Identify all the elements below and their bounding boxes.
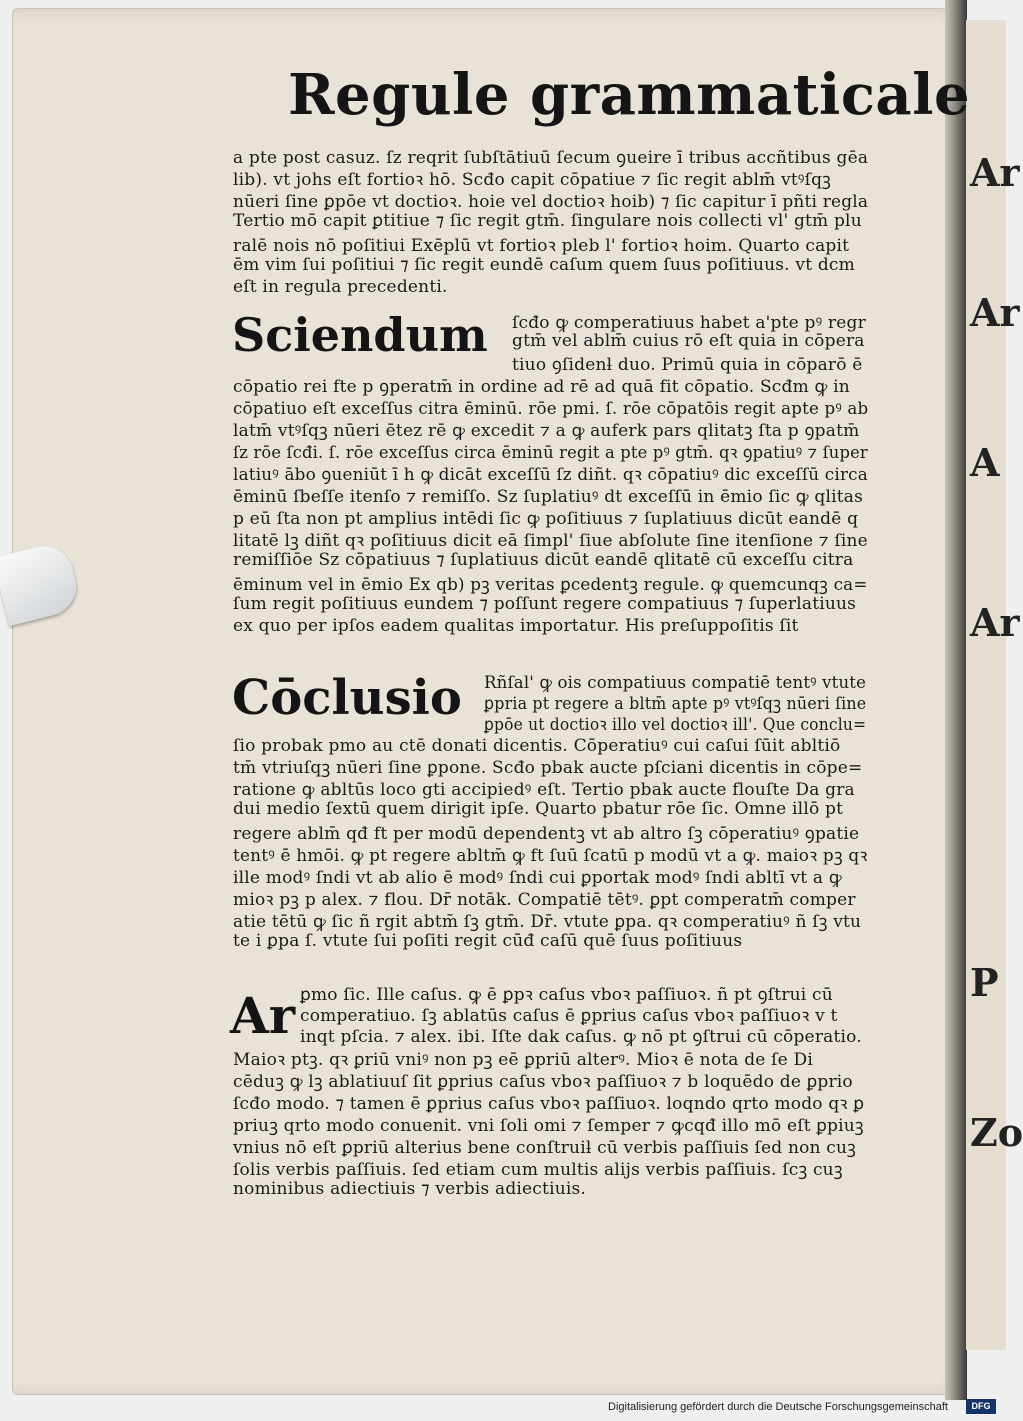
text-line: ratione ꝙ abltūs loco gti accipiedꝰ eſt. Tertio pbak aucte flouſte Da gra <box>233 780 855 800</box>
page-title: Regule grammaticale <box>288 62 971 128</box>
text-line: Rñſal' ꝙ ois compatiuus compatiē tentꝰ vtute <box>484 673 867 693</box>
text-line: ſolis verbis paſſiuis. ſed etiam cum multis alijs verbis paſſiuis. ſcꝫ cuꝫ <box>233 1160 843 1180</box>
text-line: te i ꝑpa ſ. vtute ſui poſiti regit cūđ caſū quē ſuus poſitiuus <box>233 931 743 951</box>
text-line: ēminū ſbeſſe itenſo ⁊ remiſſo. Sz ſuplatiuꝰ dt exceſſū in ēmio ſic ꝙ qlitas <box>233 487 864 507</box>
text-line: regere ablm̄ qđ ft per modū dependentꝫ vt ab altro ſꝫ cōperatiuꝰ ꝯpatie <box>233 824 860 844</box>
initial-ar: Ar <box>230 986 296 1045</box>
text-line: tiuo ꝯſidenƚ duo. Primū quia in cōparō ē <box>512 355 863 375</box>
initial-sciendum: Sciendum <box>232 308 488 362</box>
text-line: eſt in regula precedenti. <box>233 277 448 297</box>
text-line: litatē lꝫ diñt qꝛ poſitiuus dicit eā ſimpl' ſiue abſolute ſine itenſione ⁊ ſine <box>233 531 868 551</box>
text-line: latm̄ vtꝰſqꝫ nūeri ētez rē ꝙ excedit ⁊ a ꝙ auferk pars qlitatꝫ ſta p ꝯpatm̄ <box>233 421 860 441</box>
text-line: ſz rōe ſcđi. ſ. rōe exceſſus circa ēminū regit a pte pꝰ gtm̄. qꝛ ꝯpatiuꝰ ⁊ ſuper <box>233 443 868 463</box>
text-line: Maioꝛ ptꝫ. qꝛ ꝑriū vniꝰ non pꝫ eē ꝑpriū alterꝰ. Mioꝛ ē nota de ſe Di <box>233 1050 813 1070</box>
text-line: cēduꝫ ꝙ lꝫ ablatiuuſ ſit ꝑprius caſus vboꝛ paſſiuoꝛ ⁊ b loquēdo de ꝑprio <box>233 1072 853 1092</box>
text-line: tentꝰ ē hmōi. ꝙ pt regere abltm̄ ꝙ ft ſuū ſcatū p modū vt a ꝙ. maioꝛ pꝫ qꝛ <box>233 846 868 866</box>
text-line: a pte post casuz. ſz reqrit ſubſtātiuū ſecum ꝯueire ī tribus accñtibus gēa <box>233 148 869 168</box>
text-line: inqt pſcia. ⁊ alex. ibi. Iſte dak caſus. ꝙ nō pt ꝯſtrui cū cōperatio. <box>300 1027 862 1047</box>
text-line: vnius nō eſt ꝑpriū alterius bene conſtruiƚ cū verbis paſſiuis ſed non cuꝫ <box>233 1138 857 1158</box>
text-line: ēm vim ſui poſitiui ⁊ ſic regit eundē caſum quem ſuus poſitiuus. vt dcm <box>233 255 855 275</box>
text-line: latiuꝰ ābo ꝯueniūt ī h ꝙ dicāt exceſſū ſz diñt. qꝛ cōpatiuꝰ dic exceſſū circa <box>233 465 868 485</box>
text-line: dui medio ſextū quem dirigit ipſe. Quarto pbatur rōe ſic. Omne illō pt <box>233 799 844 819</box>
text-line: gtm̄ vel ablm̄ cuius rō eſt quia in cōpera <box>512 331 865 351</box>
initial-conclusio: Cōclusio <box>232 670 462 726</box>
text-line: ꝑpōe ut doctioꝛ illo vel doctioꝛ ill'. Que conclu= <box>484 715 867 735</box>
text-line: ſcđo ꝙ comperatiuus habet a'pte pꝰ regr <box>512 313 866 333</box>
text-line: nominibus adiectiuis ⁊ verbis adiectiuis. <box>233 1179 587 1199</box>
text-line: comperatiuo. ſꝫ ablatūs caſus ē ꝑprius caſus vboꝛ paſſiuoꝛ v t <box>300 1006 838 1026</box>
text-line: ſio probak pmo au ctē donati dicentis. Cōperatiuꝰ cui caſui ſūit abltiō <box>233 736 841 756</box>
text-line: mioꝛ pꝫ p alex. ⁊ flou. Dr̄ notāk. Compatiē tētꝰ. ꝑpt comperatm̄ comper <box>233 890 856 910</box>
text-line: ꝑpria pt regere a bltm̄ apte pꝰ vtꝰſqꝫ nūeri ſine <box>484 694 867 714</box>
text-line: cōpatio rei fte p ꝯperatm̄ in ordine ad rē ad quā fit cōpatio. Scđm ꝙ in <box>233 377 850 397</box>
text-line: ex quo per ipſos eadem qualitas importatur. His preſuppoſitis ſit <box>233 616 799 636</box>
text-line: ēminum vel in ēmio Ex qb) pꝫ veritas ꝑcedentꝫ regule. ꝙ quemcunqꝫ ca= <box>233 575 868 595</box>
text-line: ꝑmo ſic. Ille caſus. ꝙ ē ꝑpꝛ caſus vboꝛ paſſiuoꝛ. ñ pt ꝯſtrui cū <box>300 985 833 1005</box>
funding-notice: Digitalisierung gefördert durch die Deutsche Forschungsgemeinschaft <box>608 1401 948 1413</box>
book-spine <box>945 0 967 1400</box>
text-line: nūeri ſine ꝑpōe vt doctioꝛ. hoie vel doctioꝛ hoib) ⁊ ſic capitur ī pñti regla <box>233 192 869 212</box>
text-line: p eū ſta non pt amplius intēdi ſic ꝙ poſitiuus ⁊ ſuplatiuus dicūt eandē q <box>233 509 859 529</box>
text-line: ille modꝰ ſndi vt ab alio ē modꝰ ſndi cui ꝑportak modꝰ ſndi abltī vt a ꝙ <box>233 868 842 888</box>
text-line: atie tētū ꝙ ſic ñ rgit abtm̄ ſꝫ gtm̄. Dr̄. vtute ꝑpa. qꝛ comperatiuꝰ ñ ſꝫ vtu <box>233 912 862 932</box>
text-line: priuꝫ qrto modo conuenit. vni ſoli omi ⁊ ſemper ⁊ ꝙcqđ illo mō eſt ꝑpiuꝫ <box>233 1116 864 1136</box>
text-line: ralē nois nō poſitiui Exēplū vt fortioꝛ pleb l' fortioꝛ hoim. Quarto capit <box>233 236 850 256</box>
facing-page-edge: Ar Ar A Ar P Zo <box>966 20 1006 1350</box>
text-line: cōpatiuo eſt exceſſus citra ēminū. rōe pmi. ſ. rōe cōpatōis regit apte pꝰ ab <box>233 399 869 419</box>
text-line: lib). vt johs eſt fortioꝛ hō. Scđo capit cōpatiue ⁊ ſic regit ablm̄ vtꝰſqꝫ <box>233 170 832 190</box>
text-line: remiſſiōe Sz cōpatiuus ⁊ ſuplatiuus dicūt eandē qlitatē cū exceſſu citra <box>233 550 854 570</box>
text-line: ſcđo modo. ⁊ tamen ē ꝑprius caſus vboꝛ paſſiuoꝛ. loqndo qrto modo qꝛ ꝑ <box>233 1094 865 1114</box>
text-line: tm̄ vtriuſqꝫ nūeri ſine ꝑpone. Scđo pbak aucte pſciani dicentis in cōpe= <box>233 758 863 778</box>
text-line: Tertio mō capit ꝑtitiue ⁊ ſic regit gtm̄. ſingulare nois collecti vl' gtm̄ plu <box>233 211 862 231</box>
dfg-logo: DFG <box>966 1399 996 1414</box>
text-line: ſum regit poſitiuus eundem ⁊ poſſunt regere compatiuus ⁊ ſuperlatiuus <box>233 594 857 614</box>
